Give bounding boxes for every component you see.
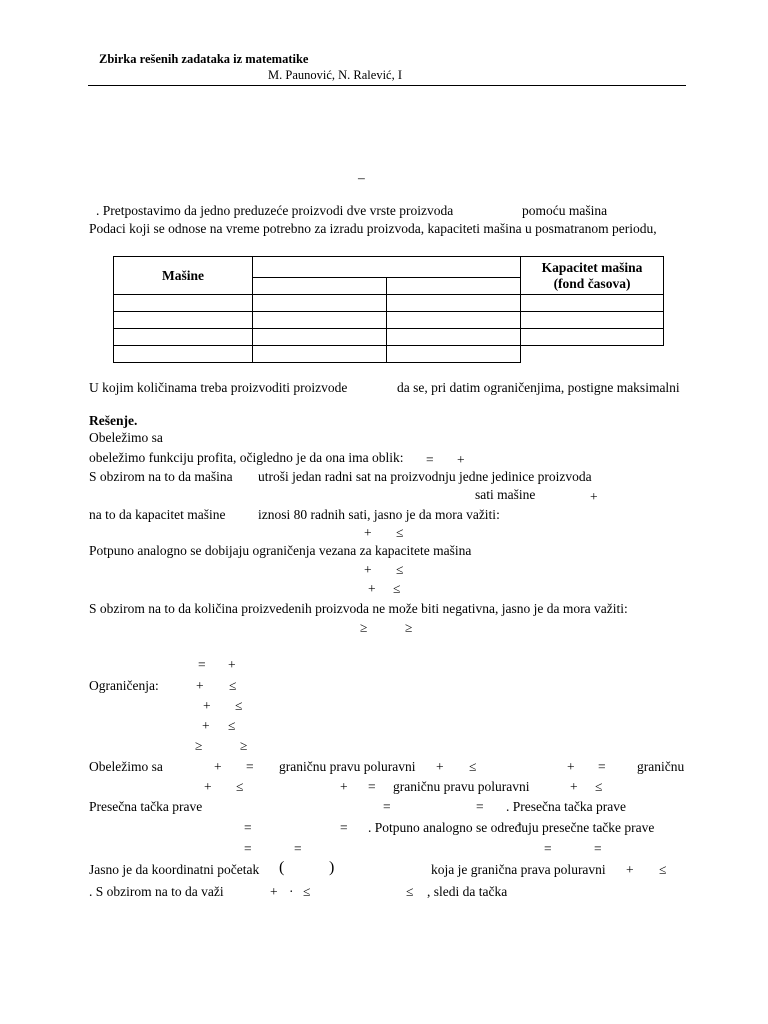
header-products bbox=[253, 257, 521, 278]
lines-p7f: , sledi da tačka bbox=[427, 884, 508, 899]
header-divider bbox=[88, 85, 686, 86]
leq-sign: ≤ bbox=[595, 779, 603, 794]
section-dash: – bbox=[358, 170, 365, 185]
solution-line-4a: sati mašine bbox=[475, 487, 536, 502]
lines-p2e: graničnu pravu poluravni bbox=[393, 779, 530, 794]
plus-sign: + bbox=[214, 759, 222, 774]
plus-sign: + bbox=[567, 759, 575, 774]
lines-p3d: . Presečna tačka prave bbox=[506, 799, 626, 814]
geq-sign: ≥ bbox=[240, 738, 248, 753]
eq-sign: = bbox=[368, 779, 376, 794]
lines-p1d: graničnu pravu poluravni bbox=[279, 759, 416, 774]
eq-sign: = bbox=[294, 841, 302, 856]
lines-p4c: . Potpuno analogno se određuju presečne tačke prave bbox=[368, 820, 655, 835]
eq-sign: = bbox=[246, 759, 254, 774]
plus-sign: + bbox=[204, 779, 212, 794]
leq-sign: ≤ bbox=[396, 562, 404, 577]
solution-heading: Rešenje. bbox=[89, 413, 138, 428]
leq-sign: ≤ bbox=[229, 678, 237, 693]
plus-sign: + bbox=[626, 862, 634, 877]
lines-p6d: koja je granična prava poluravni bbox=[431, 862, 606, 877]
solution-line-5: na to da kapacitet mašine bbox=[89, 507, 226, 522]
plus-sign: + bbox=[570, 779, 578, 794]
header-product-1 bbox=[253, 278, 387, 295]
constraints-label: Ograničenja: bbox=[89, 678, 159, 693]
eq-sign: = bbox=[544, 841, 552, 856]
solution-line-5b: iznosi 80 radnih sati, jasno je da mora važiti: bbox=[258, 507, 500, 522]
leq-sign: ≤ bbox=[393, 581, 401, 596]
leq-sign: ≤ bbox=[406, 884, 414, 899]
plus-sign: + bbox=[457, 452, 465, 467]
question-b: da se, pri datim ograničenjima, postigne maksimalni bbox=[397, 380, 680, 395]
table-row bbox=[114, 312, 664, 329]
paren-open: ( bbox=[279, 859, 285, 876]
plus-sign: + bbox=[368, 581, 376, 596]
intro-line-1: . Pretpostavimo da jedno preduzeće proizvodi dve vrste proizvoda bbox=[96, 203, 454, 218]
lines-p3a: Presečna tačka prave bbox=[89, 799, 203, 814]
geq-sign: ≥ bbox=[195, 738, 203, 753]
leq-sign: ≤ bbox=[236, 779, 244, 794]
intro-line-2: Podaci koji se odnose na vreme potrebno za izradu proizvoda, kapaciteti mašina u posmatranom periodu, bbox=[89, 221, 657, 236]
geq-sign: ≥ bbox=[405, 620, 413, 635]
solution-line-7: Potpuno analogno se dobijaju ograničenja vezana za kapacitete mašina bbox=[89, 543, 472, 558]
leq-sign: ≤ bbox=[469, 759, 477, 774]
table-row bbox=[114, 329, 664, 346]
eq-sign: = bbox=[594, 841, 602, 856]
plus-sign: + bbox=[436, 759, 444, 774]
eq-sign: = bbox=[340, 820, 348, 835]
authors: M. Paunović, N. Ralević, I bbox=[268, 68, 403, 82]
paren-close: ) bbox=[329, 859, 335, 876]
lines-p1a: Obeležimo sa bbox=[89, 759, 163, 774]
header-capacity bbox=[521, 257, 664, 295]
eq-sign: = bbox=[244, 841, 252, 856]
solution-line-10: S obzirom na to da količina proizvedenih proizvoda ne može biti negativna, jasno je da mora važiti: bbox=[89, 601, 628, 616]
leq-sign: ≤ bbox=[303, 884, 311, 899]
eq-sign: = bbox=[476, 799, 484, 814]
leq-sign: ≤ bbox=[396, 525, 404, 540]
header-machines: Mašine bbox=[114, 257, 253, 295]
book-title: Zbirka rešenih zadataka iz matematike bbox=[99, 52, 309, 66]
solution-line-1: Obeležimo sa bbox=[89, 430, 163, 445]
plus-sign: + bbox=[196, 678, 204, 693]
capacity-table bbox=[113, 256, 664, 363]
plus-sign: + bbox=[270, 884, 278, 899]
solution-line-2: obeležimo funkciju profita, očigledno je da ona ima oblik: bbox=[89, 450, 404, 465]
table-row bbox=[114, 346, 664, 363]
eq-sign: = bbox=[383, 799, 391, 814]
plus-sign: + bbox=[590, 489, 598, 504]
lines-p1i: graničnu bbox=[637, 759, 685, 774]
plus-sign: + bbox=[228, 657, 236, 672]
leq-sign: ≤ bbox=[228, 718, 236, 733]
eq-sign: = bbox=[244, 820, 252, 835]
eq-sign: = bbox=[426, 452, 434, 467]
plus-sign: + bbox=[203, 698, 211, 713]
plus-sign: + bbox=[202, 718, 210, 733]
leq-sign: ≤ bbox=[659, 862, 667, 877]
intro-line-1b: pomoću mašina bbox=[522, 203, 608, 218]
lines-p6a: Jasno je da koordinatni početak bbox=[89, 862, 260, 877]
plus-sign: + bbox=[364, 562, 372, 577]
header-capacity-line2: (fond časova) bbox=[553, 275, 631, 291]
table-row bbox=[114, 295, 664, 312]
header-capacity-line1: Kapacitet mašina bbox=[541, 259, 643, 275]
geq-sign: ≥ bbox=[360, 620, 368, 635]
eq-sign: = bbox=[198, 657, 206, 672]
plus-sign: + bbox=[340, 779, 348, 794]
leq-sign: ≤ bbox=[235, 698, 243, 713]
question-a: U kojim količinama treba proizvoditi proizvode bbox=[89, 380, 348, 395]
header-product-2 bbox=[387, 278, 521, 295]
plus-sign: + bbox=[364, 525, 372, 540]
solution-line-3b: utroši jedan radni sat na proizvodnju jedne jedinice proizvoda bbox=[258, 469, 592, 484]
dot-sign: · bbox=[289, 884, 294, 899]
solution-line-3a: S obzirom na to da mašina bbox=[89, 469, 233, 484]
lines-p7a: . S obzirom na to da važi bbox=[89, 884, 224, 899]
eq-sign: = bbox=[598, 759, 606, 774]
